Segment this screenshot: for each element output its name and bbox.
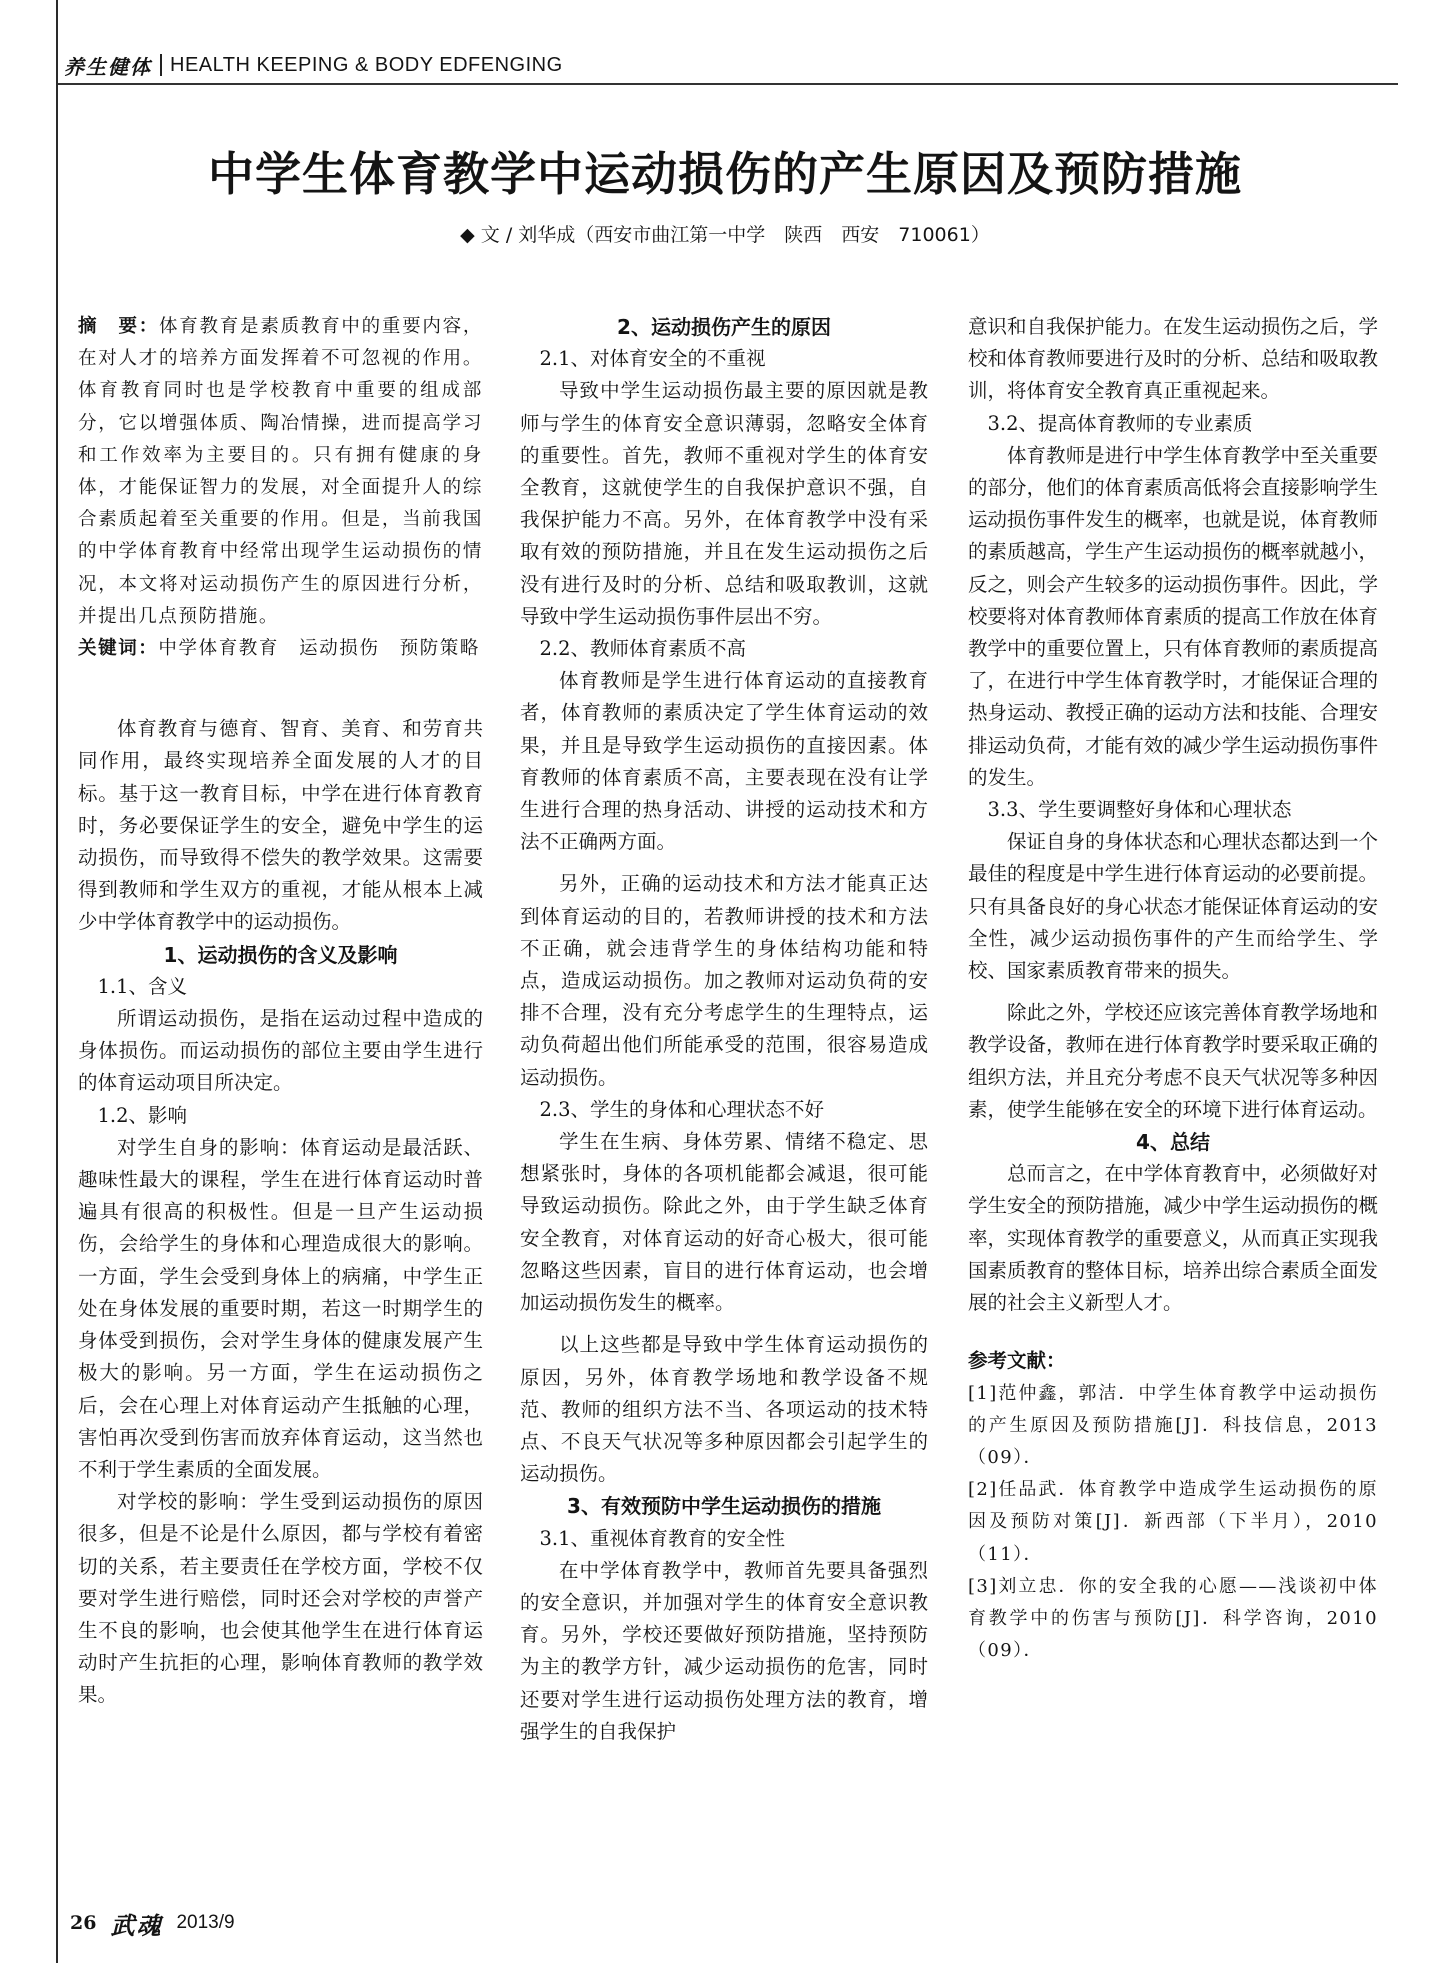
paragraph-1-2-a: 对学生自身的影响：体育运动是最活跃、趣味性最大的课程，学生在进行体育运动时普遍具有很高的积极性。但是一旦产生运动损伤，会给学生的身体和心理造成很大的影响。一方面，学生会受到身体上的病痛，中学生正处在身体发展的重要时期，若这一时期学生的身体受到损伤，会对学生身体的健康发展产生极大的影响。另一方面，学生在运动损伤之后，会在心理上对体育运动产生抵触的心理，害怕再次受到伤害而放弃体育运动，这当然也不利于学生素质的全面发展。 — [78, 1135, 483, 1481]
paragraph-4: 总而言之，在中学体育教育中，必须做好对学生安全的预防措施，减少中学生运动损伤的概率，实现体育教学的重要意义，从而真正实现我国素质教育的整体目标，培养出综合素质全面发展的社会主义新型人才。 — [968, 1162, 1378, 1315]
subsection-heading-1-1: 1.1、含义 — [97, 974, 188, 998]
section-heading-2: 2、运动损伤产生的原因 — [617, 315, 831, 339]
page-footer — [70, 1908, 235, 1938]
column-1 — [78, 311, 483, 1712]
paragraph-2-2-b: 另外，正确的运动技术和方法才能真正达到体育运动的目的，若教师讲授的技术和方法不正确，就会违背学生的身体结构功能和特点，造成运动损伤。加之教师对运动负荷的安排不合理，没有充分考虑学生的生理特点，运动负荷超出他们所能承受的范围，很容易造成运动损伤。 — [520, 872, 928, 1089]
column-2 — [520, 311, 928, 1748]
left-margin-rule — [56, 0, 58, 1963]
subsection-heading-3-3: 3.3、学生要调整好身体和心理状态 — [987, 798, 1292, 822]
intro-paragraph: 体育教育与德育、智育、美育、和劳育共同作用，最终实现培养全面发展的人才的目标。基于这一教育目标，中学在进行体育教育时，务必要保证学生的安全，避免中学生的运动损伤，而导致得不偿失的教学效果。这需要得到教师和学生双方的重视，才能从根本上减少中学体育教学中的运动损伤。 — [78, 717, 483, 934]
subsection-heading-1-2: 1.2、影响 — [97, 1103, 188, 1127]
header-separator — [160, 54, 162, 76]
abstract-label: 摘 要： — [78, 316, 160, 337]
subsection-heading-3-2: 3.2、提高体育教师的专业素质 — [987, 411, 1253, 435]
journal-logo: 武魂 — [110, 1910, 163, 1940]
subsection-heading-2-1: 2.1、对体育安全的不重视 — [539, 347, 766, 371]
section-heading-3: 3、有效预防中学生运动损伤的措施 — [567, 1494, 881, 1519]
subsection-heading-2-3: 2.3、学生的身体和心理状态不好 — [539, 1097, 825, 1121]
keywords-label: 关键词： — [78, 638, 159, 660]
abstract-text: 体育教育是素质教育中的重要内容，在对人才的培养方面发挥着不可忽视的作用。体育教育同时也是学校教育中重要的组成部分，它以增强体质、陶冶情操，进而提高学习和工作效率为主要目的。只有拥有健康的身体，才能保证智力的发展，对全面提升人的综合素质起着至关重要的作用。但是，当前我国的中学体育教育中经常出现学生运动损伤的情况，本文将对运动损伤产生的原因进行分析，并提出几点预防措施。 — [78, 316, 483, 627]
paragraph-3-2: 体育教师是进行中学生体育教学中至关重要的部分，他们的体育素质高低将会直接影响学生运动损伤事件发生的概率，也就是说，体育教师的素质越高，学生产生运动损伤的概率就越小，反之，则会产生较多的运动损伤事件。因此，学校要将对体育教师体育素质的提高工作放在体育教学中的重要位置上，只有体育教师的素质提高了，在进行中学生体育教学时，才能保证合理的热身运动、教授正确的运动方法和技能、合理安排运动负荷，才能有效的减少学生运动损伤事件的发生。 — [968, 443, 1378, 789]
section-heading-1: 1、运动损伤的含义及影响 — [163, 942, 398, 967]
paragraph-2-3-b: 以上这些都是导致中学生体育运动损伤的原因，另外，体育教学场地和教学设备不规范、教师的组织方法不当、各项运动的技术特点、不良天气状况等多种原因都会引起学生的运动损伤。 — [520, 1333, 928, 1486]
reference-3: [3]刘立忠．你的安全我的心愿——浅谈初中体育教学中的伤害与预防[J]．科学咨询，2010（09）． — [968, 1575, 1378, 1662]
page-number: 26 — [70, 1912, 97, 1934]
abstract — [78, 311, 483, 633]
paragraph-3-1: 在中学体育教学中，教师首先要具备强烈的安全意识，并加强对学生的体育安全意识教育。另外，学校还要做好预防措施，坚持预防为主的教学方针，减少运动损伤的危害，同时还要对学生进行运动损伤处理方法的教育，增强学生的自我保护 — [520, 1558, 928, 1743]
section-heading-4: 4、总结 — [1136, 1130, 1210, 1155]
subsection-heading-2-2: 2.2、教师体育素质不高 — [539, 637, 747, 661]
issue-number: 2013/9 — [176, 1912, 235, 1933]
keywords — [78, 633, 483, 665]
section-brand: 养生健体 — [64, 54, 152, 79]
running-header — [64, 48, 563, 82]
paragraph-1-2-b: 对学校的影响：学生受到运动损伤的原因很多，但是不论是什么原因，都与学校有着密切的关系，若主要责任在学校方面，学校不仅要对学生进行赔偿，同时还会对学校的声誉产生不良的影响，也会使其他学生在进行体育运动时产生抗拒的心理，影响体育教师的教学效果。 — [78, 1490, 483, 1707]
subsection-heading-3-1: 3.1、重视体育教育的安全性 — [539, 1526, 786, 1550]
section-subtitle: HEALTH KEEPING & BODY EDFENGING — [170, 53, 563, 76]
column-3 — [968, 311, 1378, 1667]
paragraph-2-2-a: 体育教师是学生进行体育运动的直接教育者，体育教师的素质决定了学生体育运动的效果，并且是导致学生运动损伤的直接因素。体育教师的体育素质不高，主要表现在没有让学生进行合理的热身活动、讲授的运动技术和方法不正确两方面。 — [520, 669, 928, 854]
header-rule — [58, 83, 1398, 85]
paragraph-2-1: 导致中学生运动损伤最主要的原因就是教师与学生的体育安全意识薄弱，忽略安全体育的重要性。首先，教师不重视对学生的体育安全教育，这就使学生的自我保护意识不强，自我保护能力不高。另外，在体育教学中没有采取有效的预防措施，并且在发生运动损伤之后没有进行及时的分析、总结和吸取教训，这就导致中学生运动损伤事件层出不穷。 — [520, 379, 928, 628]
paragraph-3-3-a: 保证自身的身体状态和心理状态都达到一个最佳的程度是中学生进行体育运动的必要前提。只有具备良好的身心状态才能保证体育运动的安全性，减少运动损伤事件的产生而给学生、学校、国家素质教育带来的损失。 — [968, 830, 1378, 983]
references-heading: 参考文献： — [968, 1349, 1066, 1373]
article-title: 中学生体育教学中运动损伤的产生原因及预防措施 — [208, 147, 1242, 201]
paragraph-3-1-continued: 意识和自我保护能力。在发生运动损伤之后，学校和体育教师要进行及时的分析、总结和吸取教训，将体育安全教育真正重视起来。 — [968, 315, 1378, 403]
paragraph-3-3-b: 除此之外，学校还应该完善体育教学场地和教学设备，教师在进行体育教学时要采取正确的组织方法，并且充分考虑不良天气状况等多种因素，使学生能够在安全的环境下进行体育运动。 — [968, 1001, 1378, 1121]
reference-1: [1]范仲鑫，郭洁．中学生体育教学中运动损伤的产生原因及预防措施[J]．科技信息，2013（09）． — [968, 1382, 1378, 1468]
reference-2: [2]任品武．体育教学中造成学生运动损伤的原因及预防对策[J]．新西部（下半月），2010（11）． — [968, 1479, 1378, 1565]
article-byline: ◆ 文 / 刘华成（西安市曲江第一中学 陕西 西安 710061） — [460, 224, 990, 246]
keywords-text: 中学体育教育 运动损伤 预防策略 — [158, 638, 481, 660]
paragraph-1-1: 所谓运动损伤，是指在运动过程中造成的身体损伤。而运动损伤的部位主要由学生进行的体育运动项目所决定。 — [78, 1007, 483, 1095]
paragraph-2-3-a: 学生在生病、身体劳累、情绪不稳定、思想紧张时，身体的各项机能都会减退，很可能导致运动损伤。除此之外，由于学生缺乏体育安全教育，对体育运动的好奇心极大，很可能忽略这些因素，盲目的进行体育运动，也会增加运动损伤发生的概率。 — [520, 1130, 928, 1315]
